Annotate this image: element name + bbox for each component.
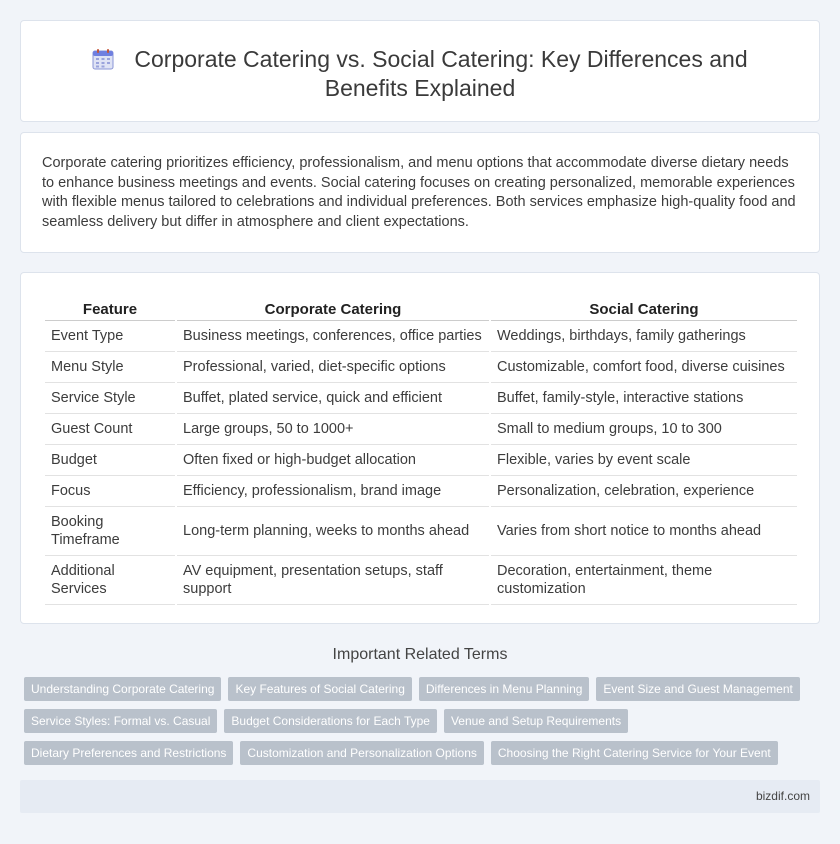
footer-site-link[interactable]: bizdif.com	[755, 789, 810, 803]
related-term-tag[interactable]: Dietary Preferences and Restrictions	[24, 741, 233, 765]
corporate-cell: Often fixed or high-budget allocation	[177, 445, 489, 476]
corporate-cell: Professional, varied, diet-specific options	[177, 352, 489, 383]
social-cell: Weddings, birthdays, family gatherings	[491, 321, 797, 352]
corporate-cell: Long-term planning, weeks to months ahead	[177, 507, 489, 556]
social-cell: Flexible, varies by event scale	[491, 445, 797, 476]
header-corporate: Corporate Catering	[177, 295, 489, 321]
corporate-cell: Large groups, 50 to 1000+	[177, 414, 489, 445]
social-cell: Decoration, entertainment, theme customization	[491, 556, 797, 605]
page-title-wrap	[21, 45, 819, 103]
social-cell: Personalization, celebration, experience	[491, 476, 797, 507]
table-row	[45, 507, 797, 556]
feature-cell: Booking Timeframe	[45, 507, 175, 556]
related-term-tag[interactable]: Key Features of Social Catering	[228, 677, 411, 701]
related-terms-list	[24, 677, 824, 773]
table-row	[45, 383, 797, 414]
social-cell: Customizable, comfort food, diverse cuisines	[491, 352, 797, 383]
table-row	[45, 352, 797, 383]
table-row	[45, 321, 797, 352]
page-title: Corporate Catering vs. Social Catering: Key Differences and Benefits Explained	[134, 46, 748, 101]
related-term-tag[interactable]: Choosing the Right Catering Service for Your Event	[491, 741, 778, 765]
feature-cell: Focus	[45, 476, 175, 507]
table-header-row	[45, 295, 797, 321]
tag-row	[24, 677, 824, 701]
social-cell: Small to medium groups, 10 to 300	[491, 414, 797, 445]
corporate-cell: AV equipment, presentation setups, staff support	[177, 556, 489, 605]
feature-cell: Guest Count	[45, 414, 175, 445]
related-term-tag[interactable]: Service Styles: Formal vs. Casual	[24, 709, 217, 733]
feature-cell: Menu Style	[45, 352, 175, 383]
footer	[20, 780, 820, 813]
feature-cell: Budget	[45, 445, 175, 476]
comparison-table	[43, 295, 799, 605]
comparison-card	[20, 272, 820, 624]
calendar-icon	[92, 48, 114, 70]
related-term-tag[interactable]: Event Size and Guest Management	[596, 677, 799, 701]
related-term-tag[interactable]: Differences in Menu Planning	[419, 677, 590, 701]
corporate-cell: Buffet, plated service, quick and efficient	[177, 383, 489, 414]
related-term-tag[interactable]: Budget Considerations for Each Type	[224, 709, 437, 733]
header-social: Social Catering	[491, 295, 797, 321]
table-row	[45, 556, 797, 605]
table-row	[45, 445, 797, 476]
intro-card	[20, 132, 820, 253]
related-term-tag[interactable]: Venue and Setup Requirements	[444, 709, 628, 733]
social-cell: Varies from short notice to months ahead	[491, 507, 797, 556]
feature-cell: Event Type	[45, 321, 175, 352]
tag-row	[24, 741, 824, 765]
feature-cell: Service Style	[45, 383, 175, 414]
title-card	[20, 20, 820, 122]
corporate-cell: Business meetings, conferences, office parties	[177, 321, 489, 352]
social-cell: Buffet, family-style, interactive stations	[491, 383, 797, 414]
related-term-tag[interactable]: Understanding Corporate Catering	[24, 677, 221, 701]
intro-paragraph: Corporate catering prioritizes efficiency, professionalism, and menu options that accommodate diverse dietary needs to enhance business meetings and events. Social catering focuses on creating personalized, memorable experiences with flexible menus tailored to celebrations and individual preferences. Both services emphasize high-quality food and seamless delivery but differ in atmosphere and client expectations.	[42, 155, 796, 230]
corporate-cell: Efficiency, professionalism, brand image	[177, 476, 489, 507]
table-row	[45, 414, 797, 445]
related-terms-title: Important Related Terms	[332, 646, 508, 663]
table-row	[45, 476, 797, 507]
header-feature: Feature	[45, 295, 175, 321]
tag-row	[24, 709, 824, 733]
related-term-tag[interactable]: Customization and Personalization Options	[240, 741, 483, 765]
feature-cell: Additional Services	[45, 556, 175, 605]
